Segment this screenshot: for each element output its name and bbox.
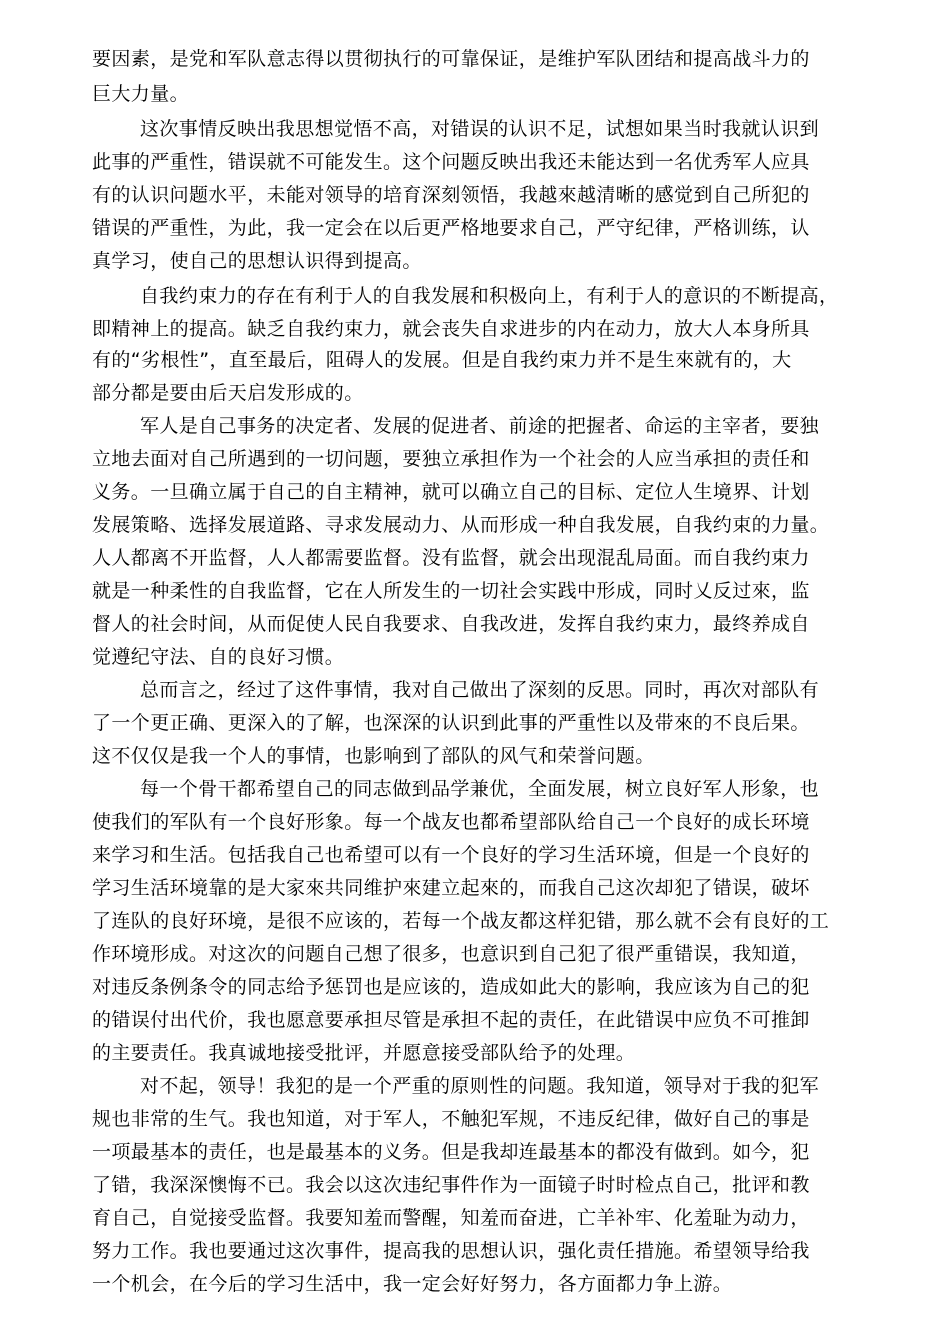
paragraph-first-line: 军人是自己事务的决定者、发展的促进者、前途的把握者、命运的主宰者，要独: [140, 415, 820, 437]
text-line: 一项最基本的责任，也是最基本的义务。但是我却连最基本的都没有做到。如今，犯: [92, 1141, 810, 1163]
text-line: 立地去面对自己所遇到的一切问题，要独立承担作为一个社会的人应当承担的责任和: [92, 448, 810, 470]
text-line: 的主要责任。我真诚地接受批评，并愿意接受部队给予的处理。: [92, 1042, 636, 1064]
paragraph-first-line: 总而言之，经过了这件事情，我对自己做出了深刻的反思。同时，再次对部队有: [140, 679, 820, 701]
paragraph-first-line: 自我约束力的存在有利于人的自我发展和积极向上，有利于人的意识的不断提高，: [140, 285, 839, 307]
text-line: 育自己，自觉接受监督。我要知羞而警醒，知羞而奋进，亡羊补牢、化羞耻为动力，: [92, 1207, 810, 1229]
text-line: 努力工作。我也要通过这次事件，提高我的思想认识，强化责任措施。希望领导给我: [92, 1240, 810, 1262]
text-line: 对违反条例条令的同志给予惩罚也是应该的，造成如此大的影响，我应该为自己的犯: [92, 976, 810, 998]
text-line: 规也非常的生气。我也知道，对于军人，不触犯军规，不违反纪律，做好自己的事是: [92, 1108, 810, 1130]
text-line: 巨大力量。: [92, 83, 190, 105]
text-line: 使我们的军队有一个良好形象。每一个战友也都希望部队给自己一个良好的成长环境: [92, 811, 810, 833]
paragraph-first-line: 对不起，领导！我犯的是一个严重的原则性的问题。我知道，领导对于我的犯军: [140, 1075, 820, 1097]
text-line: 觉遵纪守法、自的良好习惯。: [92, 646, 345, 668]
text-line: 即精神上的提高。缺乏自我约束力，就会丧失自求进步的内在动力，放大人本身所具: [92, 318, 810, 340]
text-line: 义务。一旦确立属于自己的自主精神，就可以确立自己的目标、定位人生境界、计划: [92, 481, 810, 503]
text-line: 错误的严重性，为此，我一定会在以后更严格地要求自己，严守纪律，严格训练，认: [92, 217, 810, 239]
paragraph-first-line: 每一个骨干都希望自己的同志做到品学兼优，全面发展，树立良好军人形象，也: [140, 778, 820, 800]
text-line: 了连队的良好环境，是很不应该的，若每一个战友都这样犯错，那么就不会有良好的工: [92, 910, 830, 932]
text-line: 有的“劣根性”，直至最后，阻碍人的发展。但是自我约束力并不是生來就有的，大: [92, 349, 792, 371]
text-line: 有的认识问题水平，未能对领导的培育深刻领悟，我越來越清晰的感觉到自己所犯的: [92, 184, 810, 206]
text-line: [92, 1304, 872, 1330]
text-line: 学习生活环境靠的是大家來共同维护來建立起來的，而我自己这次却犯了错误，破坏: [92, 877, 810, 899]
text-line: 就是一种柔性的自我监督，它在人所发生的一切社会实践中形成，同时乂反过來，监: [92, 580, 810, 602]
text-line: 此事的严重性，错误就不可能发生。这个问题反映出我还未能达到一名优秀军人应具: [92, 151, 810, 173]
text-line: 来学习和生活。包括我自己也希望可以有一个良好的学习生活环境，但是一个良好的: [92, 844, 810, 866]
text-line: 的错误付出代价，我也愿意要承担尽管是承担不起的责任，在此错误中应负不可推卸: [92, 1009, 810, 1031]
text-line: 一个机会，在今后的学习生活中，我一定会好好努力，各方面都力争上游。: [92, 1273, 733, 1295]
text-line: 作环境形成。对这次的问题自己想了很多，也意识到自己犯了很严重错误，我知道，: [92, 943, 810, 965]
paragraph-first-line: 这次事情反映出我思想觉悟不高，对错误的认识不足，试想如果当时我就认识到: [140, 118, 820, 140]
text-line: 督人的社会时间，从而促使人民自我要求、自我改进，发挥自我约束力，最终养成自: [92, 613, 810, 635]
text-line: 了一个更正确、更深入的了解，也深深的认识到此事的严重性以及带來的不良后果。: [92, 712, 810, 734]
text-line: 了错，我深深懊悔不已。我会以这次违纪事件作为一面镜子时时检点自己，批评和教: [92, 1174, 810, 1196]
text-line: 部分都是要由后天启发形成的。: [92, 382, 364, 404]
text-line: 人人都离不开监督，人人都需要监督。没有监督，就会出现混乱局面。而自我约束力: [92, 547, 810, 569]
text-line: 要因素，是党和军队意志得以贯彻执行的可靠保证，是维护军队团结和提高战斗力的: [92, 48, 810, 70]
text-line: 发展策略、选择发展道路、寻求发展动力、从而形成一种自我发展，自我约束的力量。: [92, 514, 830, 536]
text-line: 真学习，使自己的思想认识得到提高。: [92, 250, 422, 272]
text-line: 这不仅仅是我一个人的事情，也影响到了部队的风气和荣誉问题。: [92, 745, 655, 767]
